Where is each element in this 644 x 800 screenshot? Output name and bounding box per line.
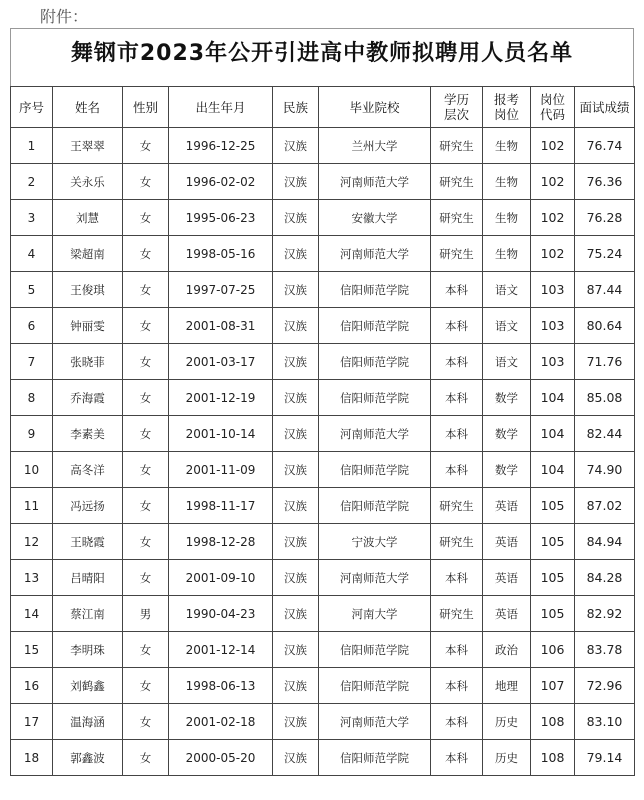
cell-code: 105 — [531, 596, 575, 632]
cell-school: 信阳师范学院 — [319, 344, 431, 380]
header-code-line1: 岗位 — [539, 92, 565, 107]
cell-post: 数学 — [483, 452, 531, 488]
header-ethnicity: 民族 — [273, 87, 319, 128]
table-row — [11, 668, 635, 704]
cell-ethnicity: 汉族 — [273, 596, 319, 632]
cell-post: 数学 — [483, 380, 531, 416]
cell-no: 18 — [11, 740, 53, 776]
table-row — [11, 452, 635, 488]
cell-education: 本科 — [431, 380, 483, 416]
cell-score: 76.36 — [575, 164, 635, 200]
table-row — [11, 632, 635, 668]
cell-education: 本科 — [431, 632, 483, 668]
cell-ethnicity: 汉族 — [273, 128, 319, 164]
cell-birth: 2001-02-18 — [169, 704, 273, 740]
cell-post: 生物 — [483, 200, 531, 236]
cell-birth: 2001-11-09 — [169, 452, 273, 488]
cell-education: 研究生 — [431, 164, 483, 200]
cell-school: 河南师范大学 — [319, 236, 431, 272]
page-title: 舞钢市2023年公开引进高中教师拟聘用人员名单 — [70, 41, 574, 66]
cell-ethnicity: 汉族 — [273, 488, 319, 524]
cell-education: 研究生 — [431, 200, 483, 236]
cell-school: 信阳师范学院 — [319, 452, 431, 488]
cell-school: 信阳师范学院 — [319, 668, 431, 704]
header-education-line2: 层次 — [443, 107, 469, 122]
table-row — [11, 488, 635, 524]
cell-education: 研究生 — [431, 524, 483, 560]
cell-ethnicity: 汉族 — [273, 416, 319, 452]
cell-birth: 2001-12-19 — [169, 380, 273, 416]
cell-birth: 1998-06-13 — [169, 668, 273, 704]
cell-ethnicity: 汉族 — [273, 272, 319, 308]
cell-birth: 2001-10-14 — [169, 416, 273, 452]
cell-ethnicity: 汉族 — [273, 632, 319, 668]
cell-education: 本科 — [431, 272, 483, 308]
cell-post: 生物 — [483, 236, 531, 272]
cell-post: 生物 — [483, 128, 531, 164]
header-education-line1: 学历 — [443, 92, 469, 107]
cell-school: 信阳师范学院 — [319, 632, 431, 668]
cell-post: 英语 — [483, 488, 531, 524]
cell-school: 宁波大学 — [319, 524, 431, 560]
cell-ethnicity: 汉族 — [273, 236, 319, 272]
cell-name: 高冬洋 — [53, 452, 123, 488]
table-row — [11, 704, 635, 740]
cell-name: 吕晴阳 — [53, 560, 123, 596]
cell-code: 103 — [531, 344, 575, 380]
cell-score: 87.02 — [575, 488, 635, 524]
header-name: 姓名 — [53, 87, 123, 128]
cell-code: 108 — [531, 704, 575, 740]
cell-post: 历史 — [483, 740, 531, 776]
cell-post: 历史 — [483, 704, 531, 740]
cell-score: 75.24 — [575, 236, 635, 272]
cell-score: 83.78 — [575, 632, 635, 668]
cell-no: 10 — [11, 452, 53, 488]
cell-no: 7 — [11, 344, 53, 380]
cell-education: 本科 — [431, 668, 483, 704]
cell-no: 9 — [11, 416, 53, 452]
cell-post: 政治 — [483, 632, 531, 668]
cell-score: 76.28 — [575, 200, 635, 236]
cell-code: 104 — [531, 380, 575, 416]
cell-code: 105 — [531, 560, 575, 596]
cell-birth: 2001-03-17 — [169, 344, 273, 380]
cell-code: 103 — [531, 272, 575, 308]
cell-score: 72.96 — [575, 668, 635, 704]
cell-gender: 女 — [123, 668, 169, 704]
cell-name: 蔡江南 — [53, 596, 123, 632]
cell-birth: 1996-12-25 — [169, 128, 273, 164]
cell-no: 15 — [11, 632, 53, 668]
header-post-line1: 报考 — [493, 92, 519, 107]
cell-ethnicity: 汉族 — [273, 164, 319, 200]
cell-name: 温海涵 — [53, 704, 123, 740]
cell-education: 本科 — [431, 740, 483, 776]
table-row — [11, 308, 635, 344]
cell-birth: 1996-02-02 — [169, 164, 273, 200]
cell-gender: 女 — [123, 200, 169, 236]
table-row — [11, 200, 635, 236]
cell-education: 本科 — [431, 704, 483, 740]
cell-school: 信阳师范学院 — [319, 308, 431, 344]
cell-birth: 1998-11-17 — [169, 488, 273, 524]
cell-school: 河南师范大学 — [319, 416, 431, 452]
cell-no: 3 — [11, 200, 53, 236]
cell-no: 16 — [11, 668, 53, 704]
cell-school: 河南师范大学 — [319, 164, 431, 200]
cell-score: 85.08 — [575, 380, 635, 416]
table-row — [11, 272, 635, 308]
cell-birth: 2001-08-31 — [169, 308, 273, 344]
cell-gender: 女 — [123, 488, 169, 524]
cell-school: 信阳师范学院 — [319, 488, 431, 524]
table-header-row — [11, 87, 635, 128]
cell-name: 王晓霞 — [53, 524, 123, 560]
cell-code: 104 — [531, 452, 575, 488]
cell-name: 冯远扬 — [53, 488, 123, 524]
cell-score: 84.28 — [575, 560, 635, 596]
cell-no: 13 — [11, 560, 53, 596]
cell-birth: 1998-12-28 — [169, 524, 273, 560]
cell-ethnicity: 汉族 — [273, 344, 319, 380]
cell-name: 李素美 — [53, 416, 123, 452]
cell-gender: 女 — [123, 272, 169, 308]
header-birth: 出生年月 — [169, 87, 273, 128]
cell-post: 英语 — [483, 596, 531, 632]
cell-post: 英语 — [483, 524, 531, 560]
cell-ethnicity: 汉族 — [273, 524, 319, 560]
cell-score: 82.44 — [575, 416, 635, 452]
cell-ethnicity: 汉族 — [273, 560, 319, 596]
cell-gender: 女 — [123, 704, 169, 740]
cell-score: 83.10 — [575, 704, 635, 740]
cell-gender: 男 — [123, 596, 169, 632]
cell-gender: 女 — [123, 128, 169, 164]
cell-gender: 女 — [123, 308, 169, 344]
cell-education: 研究生 — [431, 128, 483, 164]
cell-post: 语文 — [483, 272, 531, 308]
cell-code: 105 — [531, 524, 575, 560]
table-row — [11, 524, 635, 560]
cell-gender: 女 — [123, 344, 169, 380]
cell-ethnicity: 汉族 — [273, 200, 319, 236]
cell-gender: 女 — [123, 164, 169, 200]
cell-gender: 女 — [123, 380, 169, 416]
cell-no: 8 — [11, 380, 53, 416]
cell-gender: 女 — [123, 416, 169, 452]
cell-no: 11 — [11, 488, 53, 524]
cell-gender: 女 — [123, 524, 169, 560]
cell-education: 研究生 — [431, 488, 483, 524]
table-row — [11, 416, 635, 452]
cell-code: 106 — [531, 632, 575, 668]
header-post — [483, 87, 531, 128]
cell-ethnicity: 汉族 — [273, 704, 319, 740]
cell-post: 生物 — [483, 164, 531, 200]
table-row — [11, 596, 635, 632]
header-code-line2: 代码 — [539, 107, 565, 122]
table-row — [11, 128, 635, 164]
table-row — [11, 236, 635, 272]
cell-school: 河南师范大学 — [319, 704, 431, 740]
cell-school: 安徽大学 — [319, 200, 431, 236]
header-post-line2: 岗位 — [493, 107, 519, 122]
cell-score: 71.76 — [575, 344, 635, 380]
cell-gender: 女 — [123, 740, 169, 776]
header-gender: 性别 — [123, 87, 169, 128]
header-score: 面试成绩 — [575, 87, 635, 128]
cell-score: 79.14 — [575, 740, 635, 776]
cell-gender: 女 — [123, 452, 169, 488]
table-row — [11, 740, 635, 776]
cell-ethnicity: 汉族 — [273, 668, 319, 704]
cell-name: 郭鑫波 — [53, 740, 123, 776]
header-code — [531, 87, 575, 128]
cell-ethnicity: 汉族 — [273, 452, 319, 488]
cell-name: 王俊琪 — [53, 272, 123, 308]
cell-score: 84.94 — [575, 524, 635, 560]
cell-birth: 2001-12-14 — [169, 632, 273, 668]
cell-school: 兰州大学 — [319, 128, 431, 164]
cell-code: 108 — [531, 740, 575, 776]
cell-ethnicity: 汉族 — [273, 380, 319, 416]
cell-score: 82.92 — [575, 596, 635, 632]
cell-code: 107 — [531, 668, 575, 704]
cell-school: 信阳师范学院 — [319, 740, 431, 776]
table-row — [11, 380, 635, 416]
cell-score: 74.90 — [575, 452, 635, 488]
cell-education: 本科 — [431, 560, 483, 596]
cell-no: 2 — [11, 164, 53, 200]
cell-ethnicity: 汉族 — [273, 740, 319, 776]
table-row — [11, 560, 635, 596]
cell-code: 103 — [531, 308, 575, 344]
cell-name: 梁超南 — [53, 236, 123, 272]
cell-education: 本科 — [431, 344, 483, 380]
cell-post: 英语 — [483, 560, 531, 596]
cell-birth: 2000-05-20 — [169, 740, 273, 776]
cell-name: 王翠翠 — [53, 128, 123, 164]
cell-birth: 1990-04-23 — [169, 596, 273, 632]
cell-name: 刘鹤鑫 — [53, 668, 123, 704]
cell-code: 102 — [531, 236, 575, 272]
cell-score: 80.64 — [575, 308, 635, 344]
cell-no: 1 — [11, 128, 53, 164]
cell-code: 104 — [531, 416, 575, 452]
cell-education: 本科 — [431, 308, 483, 344]
cell-code: 102 — [531, 128, 575, 164]
cell-birth: 1998-05-16 — [169, 236, 273, 272]
cell-gender: 女 — [123, 560, 169, 596]
cell-education: 研究生 — [431, 236, 483, 272]
cell-gender: 女 — [123, 236, 169, 272]
cell-education: 研究生 — [431, 596, 483, 632]
cell-school: 信阳师范学院 — [319, 272, 431, 308]
cell-score: 87.44 — [575, 272, 635, 308]
cell-education: 本科 — [431, 452, 483, 488]
cell-post: 语文 — [483, 344, 531, 380]
cell-no: 5 — [11, 272, 53, 308]
header-no: 序号 — [11, 87, 53, 128]
cell-name: 乔海霞 — [53, 380, 123, 416]
cell-gender: 女 — [123, 632, 169, 668]
cell-post: 语文 — [483, 308, 531, 344]
cell-name: 张晓菲 — [53, 344, 123, 380]
cell-ethnicity: 汉族 — [273, 308, 319, 344]
cell-school: 河南大学 — [319, 596, 431, 632]
cell-name: 钟丽雯 — [53, 308, 123, 344]
cell-no: 4 — [11, 236, 53, 272]
attachment-label: 附件： — [40, 7, 89, 26]
cell-school: 河南师范大学 — [319, 560, 431, 596]
cell-no: 17 — [11, 704, 53, 740]
cell-school: 信阳师范学院 — [319, 380, 431, 416]
table-row — [11, 164, 635, 200]
cell-no: 6 — [11, 308, 53, 344]
header-school: 毕业院校 — [319, 87, 431, 128]
header-education — [431, 87, 483, 128]
cell-post: 地理 — [483, 668, 531, 704]
candidates-table — [10, 86, 635, 776]
cell-name: 关永乐 — [53, 164, 123, 200]
cell-birth: 1997-07-25 — [169, 272, 273, 308]
cell-no: 12 — [11, 524, 53, 560]
cell-post: 数学 — [483, 416, 531, 452]
cell-education: 本科 — [431, 416, 483, 452]
cell-no: 14 — [11, 596, 53, 632]
cell-birth: 1995-06-23 — [169, 200, 273, 236]
cell-score: 76.74 — [575, 128, 635, 164]
cell-birth: 2001-09-10 — [169, 560, 273, 596]
cell-code: 102 — [531, 200, 575, 236]
cell-name: 李明珠 — [53, 632, 123, 668]
table-row — [11, 344, 635, 380]
cell-name: 刘慧 — [53, 200, 123, 236]
cell-code: 105 — [531, 488, 575, 524]
cell-code: 102 — [531, 164, 575, 200]
